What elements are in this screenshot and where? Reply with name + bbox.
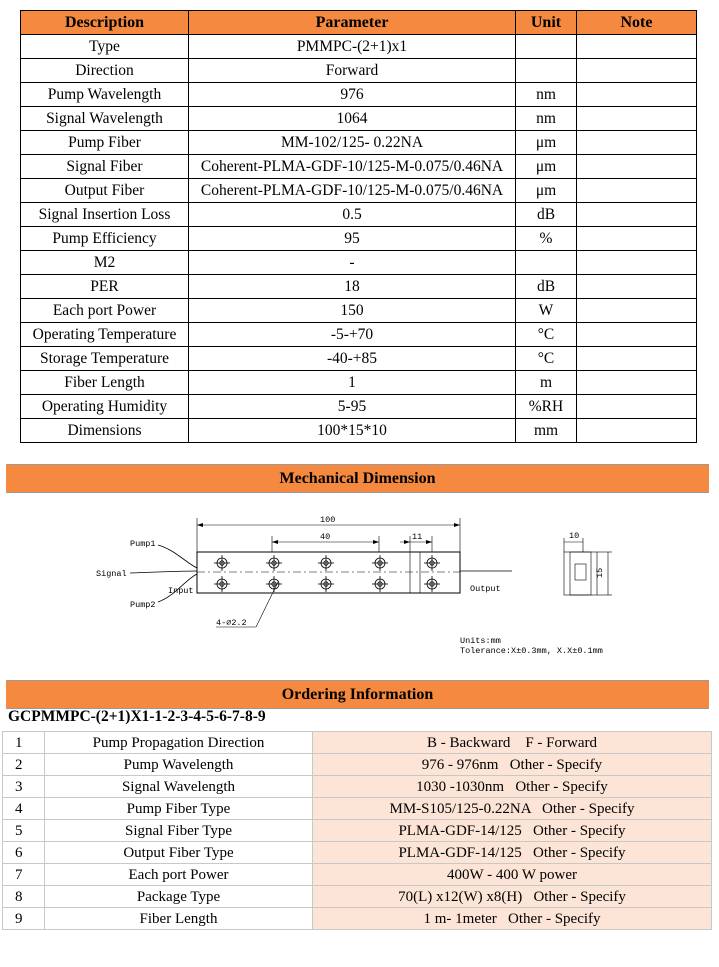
spec-row	[21, 203, 697, 227]
spec-note	[577, 251, 697, 275]
ordering-row	[3, 864, 712, 886]
spec-parameter: Forward	[189, 59, 516, 83]
hole-callout: 4-⌀2.2	[216, 618, 247, 628]
spec-parameter: 1	[189, 371, 516, 395]
spec-row	[21, 395, 697, 419]
spec-header-row	[21, 11, 697, 35]
label-input: Input	[168, 586, 194, 596]
dimension-15: 15	[595, 567, 605, 578]
ordering-options: 976 - 976nm Other - Specify	[313, 754, 712, 776]
spec-row	[21, 179, 697, 203]
spec-parameter: 95	[189, 227, 516, 251]
hole-mark	[266, 555, 282, 571]
dimension-11: 11	[412, 532, 423, 542]
specification-table	[20, 10, 697, 443]
spec-unit: mm	[516, 419, 577, 443]
spec-description: Each port Power	[21, 299, 189, 323]
ordering-field: Pump Wavelength	[45, 754, 313, 776]
dimension-100: 100	[320, 515, 336, 525]
ordering-options: B - Backward F - Forward	[313, 732, 712, 754]
ordering-information-heading: Ordering Information	[6, 680, 709, 709]
ordering-row	[3, 732, 712, 754]
spec-row	[21, 419, 697, 443]
mounting-holes	[214, 555, 440, 592]
ordering-code: GCPMMPC-(2+1)X1-1-2-3-4-5-6-7-8-9	[8, 708, 266, 725]
spec-note	[577, 419, 697, 443]
ordering-row	[3, 776, 712, 798]
spec-description: Pump Efficiency	[21, 227, 189, 251]
spec-note	[577, 323, 697, 347]
spec-unit	[516, 35, 577, 59]
spec-note	[577, 179, 697, 203]
spec-row	[21, 155, 697, 179]
spec-unit: %RH	[516, 395, 577, 419]
spec-description: Operating Temperature	[21, 323, 189, 347]
spec-unit: m	[516, 371, 577, 395]
spec-unit: μm	[516, 155, 577, 179]
label-pump2: Pump2	[130, 600, 156, 610]
spec-description: Storage Temperature	[21, 347, 189, 371]
spec-unit: %	[516, 227, 577, 251]
spec-parameter: Coherent-PLMA-GDF-10/125-M-0.075/0.46NA	[189, 179, 516, 203]
ordering-options: 1030 -1030nm Other - Specify	[313, 776, 712, 798]
header-unit: Unit	[516, 11, 577, 35]
ordering-field: Pump Fiber Type	[45, 798, 313, 820]
spec-note	[577, 59, 697, 83]
spec-parameter: MM-102/125- 0.22NA	[189, 131, 516, 155]
spec-parameter: -5-+70	[189, 323, 516, 347]
spec-description: Operating Humidity	[21, 395, 189, 419]
spec-parameter: PMMPC-(2+1)x1	[189, 35, 516, 59]
spec-unit: °C	[516, 323, 577, 347]
spec-note	[577, 155, 697, 179]
ordering-field: Each port Power	[45, 864, 313, 886]
hole-mark	[372, 576, 388, 592]
ordering-number: 5	[3, 820, 45, 842]
ordering-row	[3, 798, 712, 820]
spec-unit: μm	[516, 131, 577, 155]
ordering-field: Package Type	[45, 886, 313, 908]
spec-row	[21, 323, 697, 347]
ordering-number: 7	[3, 864, 45, 886]
spec-parameter: -40-+85	[189, 347, 516, 371]
ordering-options: 400W - 400 W power	[313, 864, 712, 886]
ordering-options: PLMA-GDF-14/125 Other - Specify	[313, 842, 712, 864]
dimension-lines	[197, 518, 612, 627]
ordering-table	[2, 731, 712, 930]
ordering-options: 70(L) x12(W) x8(H) Other - Specify	[313, 886, 712, 908]
spec-unit	[516, 59, 577, 83]
spec-row	[21, 347, 697, 371]
spec-parameter: -	[189, 251, 516, 275]
ordering-number: 3	[3, 776, 45, 798]
ordering-row	[3, 908, 712, 930]
hole-mark	[372, 555, 388, 571]
ordering-field: Signal Fiber Type	[45, 820, 313, 842]
spec-note	[577, 371, 697, 395]
hole-mark	[318, 576, 334, 592]
spec-row	[21, 371, 697, 395]
ordering-field: Signal Wavelength	[45, 776, 313, 798]
spec-parameter: 0.5	[189, 203, 516, 227]
ordering-row	[3, 754, 712, 776]
spec-description: Pump Wavelength	[21, 83, 189, 107]
spec-description: Dimensions	[21, 419, 189, 443]
ordering-field: Output Fiber Type	[45, 842, 313, 864]
spec-parameter: 100*15*10	[189, 419, 516, 443]
spec-row	[21, 35, 697, 59]
spec-note	[577, 395, 697, 419]
ordering-number: 1	[3, 732, 45, 754]
spec-note	[577, 275, 697, 299]
spec-note	[577, 227, 697, 251]
spec-unit: °C	[516, 347, 577, 371]
label-signal: Signal	[96, 569, 127, 579]
hole-mark	[214, 576, 230, 592]
spec-unit: nm	[516, 107, 577, 131]
spec-row	[21, 299, 697, 323]
spec-row	[21, 251, 697, 275]
spec-unit: μm	[516, 179, 577, 203]
dimension-40: 40	[320, 532, 331, 542]
spec-row	[21, 59, 697, 83]
mechanical-drawing	[0, 500, 719, 670]
spec-row	[21, 83, 697, 107]
spec-description: M2	[21, 251, 189, 275]
spec-description: Output Fiber	[21, 179, 189, 203]
hole-mark	[424, 555, 440, 571]
spec-description: PER	[21, 275, 189, 299]
spec-description: Direction	[21, 59, 189, 83]
spec-parameter: 1064	[189, 107, 516, 131]
spec-unit: dB	[516, 203, 577, 227]
spec-parameter: 976	[189, 83, 516, 107]
spec-note	[577, 107, 697, 131]
coupler-body	[197, 552, 460, 593]
ordering-number: 6	[3, 842, 45, 864]
spec-parameter: Coherent-PLMA-GDF-10/125-M-0.075/0.46NA	[189, 155, 516, 179]
spec-note	[577, 35, 697, 59]
dimension-10: 10	[569, 531, 580, 541]
spec-description: Type	[21, 35, 189, 59]
tolerance-note: Tolerance:X±0.3mm, X.X±0.1mm	[460, 646, 603, 656]
spec-unit: W	[516, 299, 577, 323]
ordering-number: 8	[3, 886, 45, 908]
spec-note	[577, 299, 697, 323]
spec-unit: nm	[516, 83, 577, 107]
spec-note	[577, 83, 697, 107]
ordering-number: 2	[3, 754, 45, 776]
spec-row	[21, 275, 697, 299]
label-pump1: Pump1	[130, 539, 156, 549]
spec-row	[21, 107, 697, 131]
spec-row	[21, 131, 697, 155]
ordering-options: 1 m- 1meter Other - Specify	[313, 908, 712, 930]
ordering-row	[3, 820, 712, 842]
spec-parameter: 18	[189, 275, 516, 299]
mechanical-dimension-heading: Mechanical Dimension	[6, 464, 709, 493]
spec-note	[577, 131, 697, 155]
spec-row	[21, 227, 697, 251]
spec-unit: dB	[516, 275, 577, 299]
ordering-row	[3, 886, 712, 908]
spec-description: Signal Fiber	[21, 155, 189, 179]
spec-description: Fiber Length	[21, 371, 189, 395]
spec-note	[577, 203, 697, 227]
spec-unit	[516, 251, 577, 275]
spec-description: Signal Wavelength	[21, 107, 189, 131]
spec-description: Signal Insertion Loss	[21, 203, 189, 227]
spec-parameter: 5-95	[189, 395, 516, 419]
hole-mark	[424, 576, 440, 592]
spec-parameter: 150	[189, 299, 516, 323]
hole-mark	[214, 555, 230, 571]
ordering-options: MM-S105/125-0.22NA Other - Specify	[313, 798, 712, 820]
ordering-field: Fiber Length	[45, 908, 313, 930]
spec-note	[577, 347, 697, 371]
label-output: Output	[470, 584, 501, 594]
header-parameter: Parameter	[189, 11, 516, 35]
header-note: Note	[577, 11, 697, 35]
ordering-field: Pump Propagation Direction	[45, 732, 313, 754]
ordering-row	[3, 842, 712, 864]
units-note: Units:mm	[460, 636, 501, 646]
spec-description: Pump Fiber	[21, 131, 189, 155]
ordering-number: 9	[3, 908, 45, 930]
ordering-options: PLMA-GDF-14/125 Other - Specify	[313, 820, 712, 842]
header-description: Description	[21, 11, 189, 35]
hole-mark	[318, 555, 334, 571]
ordering-number: 4	[3, 798, 45, 820]
